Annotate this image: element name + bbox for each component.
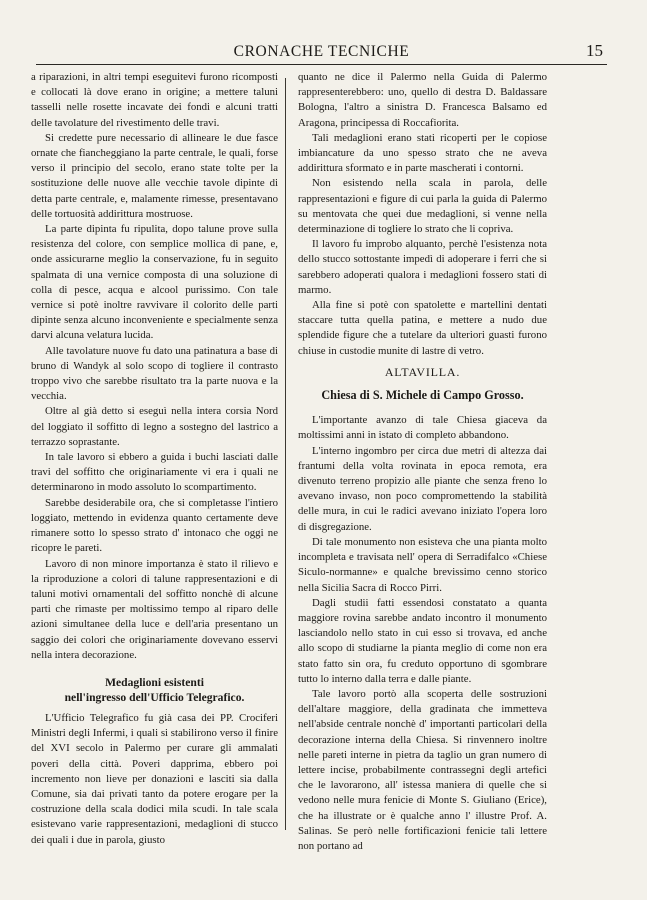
paragraph: L'interno ingombro per circa due metri di altezza dai frantumi della volta rovinata in epoca remota, era divenuto terreno propizio alle piante che senza freno lo avevano invaso, non poco compromettendo la stabilità delle mura, in cui le radici avevano iniziato l'opera loro di disgregazione. — [298, 444, 547, 533]
paragraph: a riparazioni, in altri tempi eseguitevi furono ricomposti e collocati là dove erano in origine; a mettere taluni tasselli nelle rosette incavate dei fondi e alcuni tratti delle tavolature del rivestimento delle travi. — [31, 71, 278, 129]
section-heading — [31, 675, 278, 705]
paragraph: Di tale monumento non esisteva che una pianta molto incompleta e travisata nell' opera di Serradifalco «Chiese Siculo-normanne» e qualche brevissimo cenno storico nella Sicilia Sacra di Rocco Pirri. — [298, 535, 547, 594]
running-header — [36, 40, 607, 65]
page-number: 15 — [586, 41, 603, 60]
paragraph: Sarebbe desiderabile ora, che si completasse l'intiero loggiato, mettendo in evidenza quanto certamente deve rimanere sotto lo spesso strato d' intonaco che oggi ne ricopre le pareti. — [31, 496, 278, 555]
paragraph: La parte dipinta fu ripulita, dopo talune prove sulla resistenza del colore, con semplice mollica di pane, e, onde assicurarne meglio la conservazione, fu in seguito spalmata di una vernice composta di una soluzione di colla di pesce, acqua e alcool purissimo. Con tale vernice si potè inoltre ravvivare il colorito delle parti dipinte senza alcuno inconveniente e specialmente senza darvi alcuna velatura lucida. — [31, 223, 278, 342]
section-heading-line: nell'ingresso dell'Ufficio Telegrafico. — [64, 690, 245, 704]
paragraph: quanto ne dice il Palermo nella Guida di Palermo rappresenterebbero: uno, quello di destra D. Baldassare Bologna, l'altro a sinistra D. Francesca Balsamo ed Aragona, principessa di Roccafiorita. — [298, 71, 547, 129]
paragraph: Lavoro di non minore importanza è stato il rilievo e la riproduzione a colori di talune rappresentazioni e di taluni motivi ornamentali del soffitto nonchè di alcune parti che rimaste per moltissimo tempo al riparo delle azioni simultanee della luce e dell'aria presentano un saggio dei colori che originariamente dovevano esservi nella intera decorazione. — [31, 557, 278, 661]
subsection-heading: Chiesa di S. Michele di Campo Grosso. — [321, 388, 524, 403]
paragraph: Si credette pure necessario di allineare le due fasce ornate che fiancheggiano la parte centrale, le quali, forse verso il principio del secolo, erano state tolte per la sostituzione delle nuove alle vecchie tavole dipinte di detta parte centrale, e, malamente rimesse, presentavano delle tortuosità addirittura mostruose. — [31, 131, 278, 220]
paragraph: Oltre al già detto si eseguì nella intera corsia Nord del loggiato il soffitto di legno a sostegno del lastrico a terrazzo soprastante. — [31, 405, 278, 448]
paragraph: Tali medaglioni erano stati ricoperti per le copiose imbiancature da uno spesso strato che ne aveva addirittura sformato e in parte mascherati i contorni. — [298, 131, 547, 175]
paragraph: Non esistendo nella scala in parola, delle rappresentazioni e figure di cui parla la guida di Palermo su mentovata che quei due medaglioni, si venne nella determinazione di togliere lo strato che li copriva. — [298, 177, 547, 236]
paragraph: Dagli studii fatti essendosi constatato a quanta maggiore rovina sarebbe andato incontro il monumento lasciandolo nello stato in cui esso si trovava, ed anche allo scopo di studiarne la pianta meglio di come non era stato fatto sin ora, fu creduto opportuno di sgombrare tutto lo interno dalla terra e dalle piante. — [298, 596, 547, 685]
paragraph: Il lavoro fu improbo alquanto, perchè l'esistenza nota dello stucco sottostante impedì di adoperare i ferri che si sarebbero adoperati qualora i medaglioni fossero stati di marmo. — [298, 238, 547, 296]
paragraph: L'Ufficio Telegrafico fu già casa dei PP. Crociferi Ministri degli Infermi, i quali si stabilirono verso il finire del XVI secolo in Palermo per curare gli ammalati poveri della città. Poveri dapprima, ebbero poi incremento non lieve per donazioni e lasciti sia dalla Comune, sia dai privati tanto da potere erogare per la costruzione della scala dodici mila scudi. In tale scala esistevano varie rappresentazioni, medaglioni di stucco dei quali i due in parola, giusto — [31, 711, 278, 846]
section-title: ALTAVILLA. — [384, 364, 461, 379]
section-heading-line: Medaglioni esistenti — [105, 675, 204, 689]
column-divider — [285, 78, 286, 830]
left-column — [31, 70, 278, 848]
paragraph: L'importante avanzo di tale Chiesa giaceva da moltissimi anni in istato di completo abbandono. — [298, 414, 547, 442]
paragraph: In tale lavoro si ebbero a guida i buchi lasciati dalle travi del soffitto che originariamente vi era i quali ne determinarono in modo assoluto lo scompartimento. — [31, 451, 278, 494]
paragraph: Tale lavoro portò alla scoperta delle sostruzioni dell'altare maggiore, della gradinata che immetteva nell'abside centrale nonchè d' importanti particolari della decorazione interna della Chiesa. Si rinvennero inoltre nelle pareti interne in pietra da taglio un gran numero di lettere incise, probabilmente contrassegni degli artefici che le lavorarono, all' istessa maniera di quelle che si vedono nelle mura fenicie di Monte S. Giuliano (Erice), che ha illustrate or è qualche anno l' illustre Prof. A. Salinas. Se però nelle fortificazioni fenicie tali lettere non portano ad — [298, 687, 547, 852]
right-column — [298, 70, 547, 854]
running-title: CRONACHE TECNICHE — [233, 43, 410, 60]
paragraph: Alle tavolature nuove fu dato una patinatura a base di bruno di Wandyk al solo scopo di togliere il contrasto troppo vivo che sarebbe risultato tra la parte nuova e la vecchia. — [31, 344, 278, 403]
paragraph: Alla fine si potè con spatolette e martellini dentati staccare tutta quella patina, e mettere a nudo due splendide figure che a tutelare da ulteriori guasti furono chiuse in custodie munite di lastre di vetro. — [298, 299, 547, 357]
